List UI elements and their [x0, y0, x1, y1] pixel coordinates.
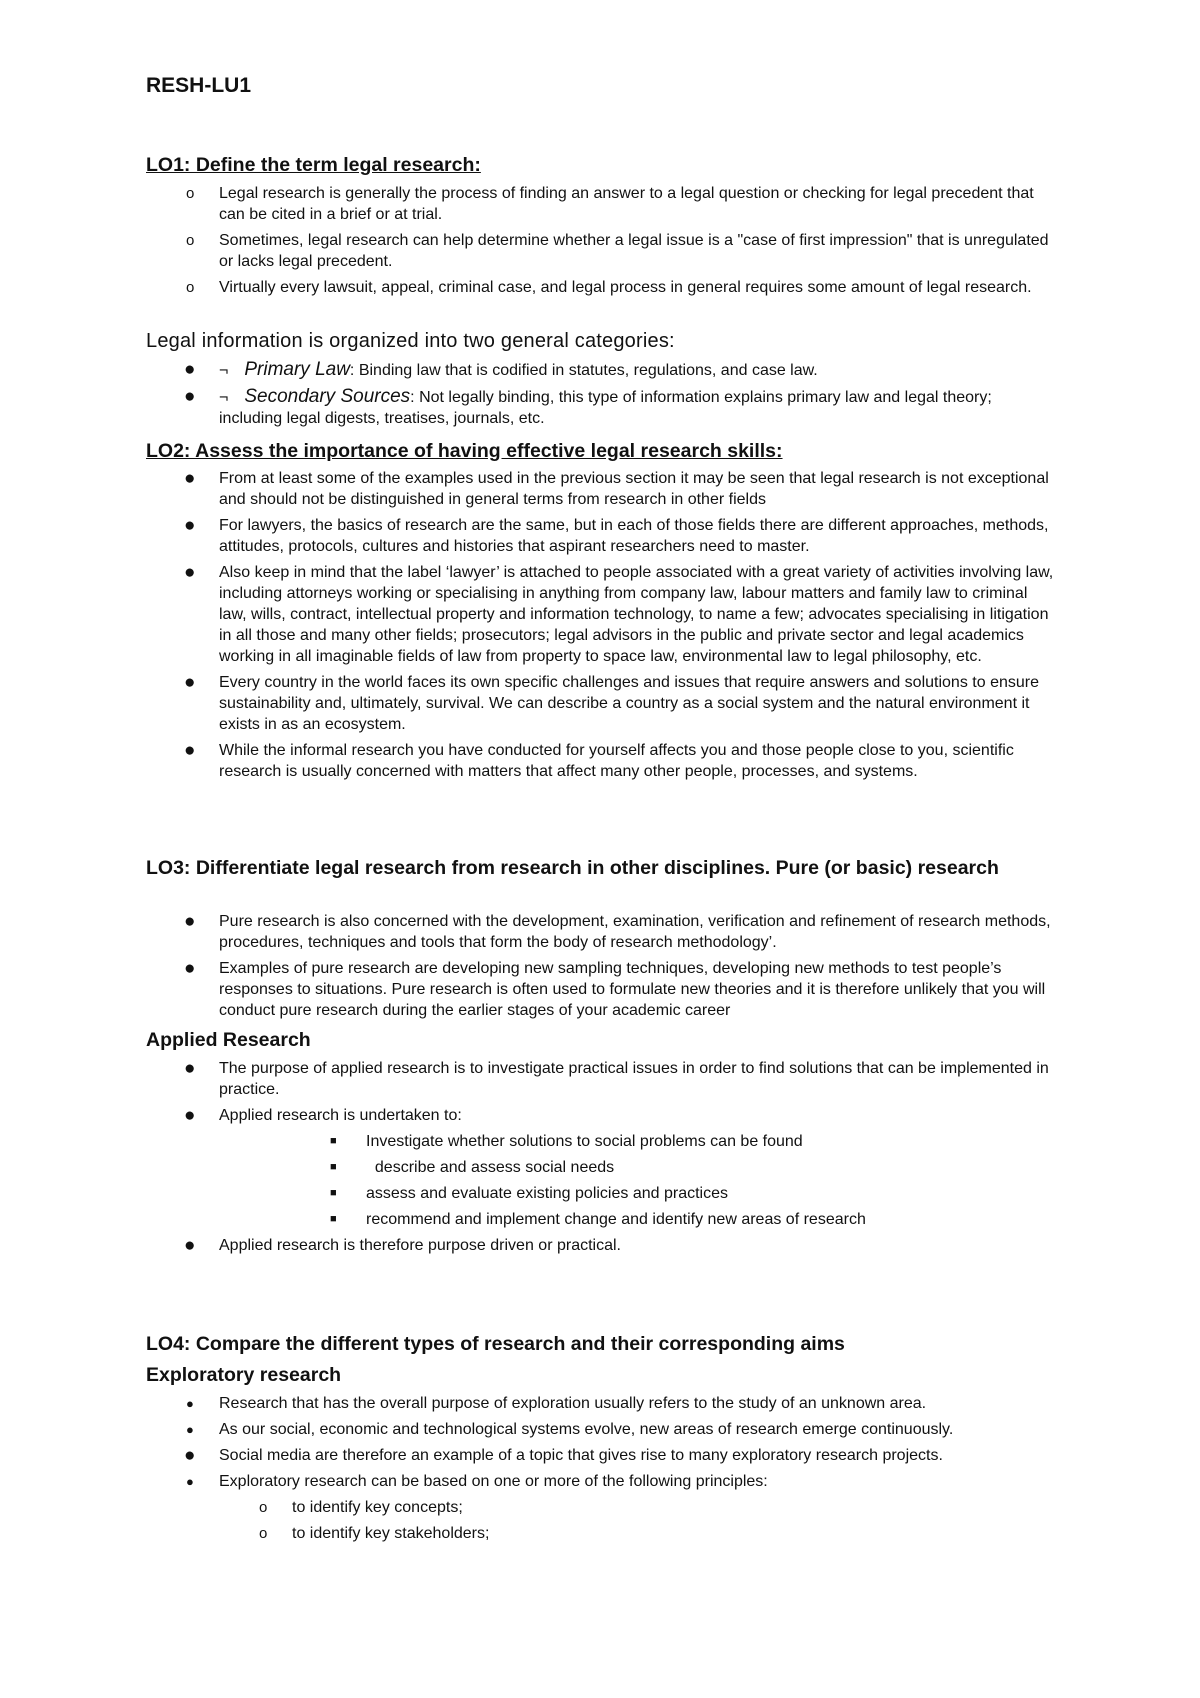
- bullet-icon: ●: [184, 562, 196, 583]
- bullet-icon: ●: [184, 1105, 196, 1126]
- bullet-icon: ●: [184, 1058, 196, 1079]
- lo4-heading: LO4: Compare the different types of research and their corresponding aims: [146, 1333, 845, 1355]
- circle-bullet-icon: o: [259, 1499, 268, 1516]
- bullet-icon: ●: [184, 359, 196, 380]
- bullet-icon: ●: [184, 958, 196, 979]
- list-item: ● The purpose of applied research is to investigate practical issues in order to find solutions that can be implemented in practice.: [184, 1058, 1049, 1098]
- circle-bullet-icon: o: [186, 232, 195, 249]
- lo2-list: [0, 468, 1059, 787]
- circle-bullet-icon: o: [186, 279, 195, 296]
- bullet-icon: ●: [184, 515, 196, 536]
- list-item: o Sometimes, legal research can help determine whether a legal issue is a "case of first impression" that is unregulated or lacks legal precedent.: [186, 232, 1049, 270]
- list-item: ● Exploratory research can be based on one or more of the following principles:: [186, 1473, 768, 1490]
- category-term: Secondary Sources: [244, 386, 411, 407]
- list-item: o Legal research is generally the process of finding an answer to a legal question or checking for legal precedent that can be cited in a brief or at trial.: [186, 185, 1034, 223]
- category-term: Primary Law: [244, 359, 350, 380]
- list-item: ● As our social, economic and technological systems evolve, new areas of research emerge continuously.: [186, 1421, 954, 1438]
- square-bullet-icon: ■: [330, 1135, 337, 1147]
- lo3-heading: LO3: Differentiate legal research from research in other disciplines. Pure (or basic) research: [146, 857, 999, 879]
- square-bullet-icon: ■: [330, 1213, 337, 1225]
- square-bullet-icon: ■: [330, 1187, 337, 1199]
- list-item: ● Social media are therefore an example of a topic that gives rise to many exploratory research projects.: [184, 1445, 943, 1466]
- categories-list: [0, 359, 1059, 434]
- sub-list-item: ■ recommend and implement change and identify new areas of research: [330, 1211, 866, 1228]
- lo1-list: [0, 183, 1059, 303]
- list-item: ● Applied research is therefore purpose driven or practical.: [184, 1235, 621, 1256]
- sub-list-item: ■ assess and evaluate existing policies and practices: [330, 1185, 728, 1202]
- document-title: RESH-LU1: [146, 74, 252, 97]
- sub-list-item: ■ Investigate whether solutions to social problems can be found: [330, 1133, 803, 1150]
- circle-bullet-icon: o: [186, 185, 195, 202]
- list-item: ● Pure research is also concerned with the development, examination, verification and refinement of research methods, procedures, techniques and tools that form the body of research methodology’.: [184, 911, 1051, 951]
- bullet-icon: ●: [184, 386, 196, 407]
- list-item: ● Applied research is undertaken to:: [184, 1105, 462, 1126]
- applied-research-list: [0, 1058, 1059, 1261]
- circle-bullet-icon: o: [259, 1525, 268, 1542]
- sub-list-item: ■ describe and assess social needs: [330, 1159, 615, 1176]
- list-item: ● ¬ Secondary Sources: Not legally binding, this type of information explains primary law and legal theory; including legal digests, treatises, journals, etc.: [184, 386, 992, 427]
- bullet-icon: ●: [186, 1422, 194, 1437]
- list-item: ● For lawyers, the basics of research are the same, but in each of those fields there are different approaches, methods, attitudes, protocols, cultures and histories that aspirant researchers need to master.: [184, 515, 1049, 555]
- sub-list-item: o to identify key stakeholders;: [259, 1525, 490, 1542]
- exploratory-research-heading: Exploratory research: [146, 1364, 342, 1386]
- bullet-icon: ●: [184, 672, 196, 693]
- lo2-heading: LO2: Assess the importance of having effective legal research skills:: [146, 440, 783, 462]
- list-item: ● Research that has the overall purpose of exploration usually refers to the study of an unknown area.: [186, 1395, 927, 1412]
- sub-list-item: o to identify key concepts;: [259, 1499, 463, 1516]
- lo3-list: [0, 911, 1059, 1026]
- list-item: o Virtually every lawsuit, appeal, criminal case, and legal process in general requires some amount of legal research.: [186, 279, 1032, 296]
- bullet-icon: ●: [184, 911, 196, 932]
- list-item: ● Also keep in mind that the label ‘lawyer’ is attached to people associated with a great variety of activities involving law, including attorneys working or specialising in anything from company law, labour matters and family law to criminal law, wills, contract, intellectual property and information technology, to name a few; advocates specialising in litigation in all those and many other fields; prosecutors; legal advisors in the public and private sector and legal academics working in all imaginable fields of law from property to space law, environmental law to legal philosophy, etc.: [184, 562, 1054, 665]
- list-item: ● Every country in the world faces its own specific challenges and issues that require answers and solutions to ensure sustainability and, ultimately, survival. We can describe a country as a social system and the natural environment it exists in as an ecosystem.: [184, 672, 1039, 733]
- negation-marker: ¬: [219, 362, 229, 379]
- square-bullet-icon: ■: [330, 1161, 337, 1173]
- list-item: ● ¬ Primary Law: Binding law that is codified in statutes, regulations, and case law.: [184, 359, 818, 380]
- bullet-icon: ●: [184, 468, 196, 489]
- negation-marker: ¬: [219, 389, 229, 406]
- list-item: ● From at least some of the examples used in the previous section it may be seen that legal research is not exceptional and should not be distinguished in general terms from research in other fields: [184, 468, 1049, 508]
- bullet-icon: ●: [186, 1396, 194, 1411]
- bullet-icon: ●: [184, 1235, 196, 1256]
- lo1-heading: LO1: Define the term legal research:: [146, 154, 481, 176]
- applied-research-heading: Applied Research: [146, 1029, 311, 1051]
- bullet-icon: ●: [184, 740, 196, 761]
- categories-heading: Legal information is organized into two general categories:: [146, 330, 675, 352]
- list-item: ● Examples of pure research are developing new sampling techniques, developing new methods to test people’s responses to situations. Pure research is often used to formulate new theories and it is therefore unlikely that you will conduct pure research during the earlier stages of your academic career: [184, 958, 1046, 1019]
- list-item: ● While the informal research you have conducted for yourself affects you and those people close to you, scientific research is usually concerned with matters that affect many other people, processes, and systems.: [184, 740, 1014, 780]
- bullet-icon: ●: [186, 1474, 194, 1489]
- bullet-icon: ●: [184, 1445, 196, 1466]
- exploratory-research-list: [0, 1393, 1059, 1549]
